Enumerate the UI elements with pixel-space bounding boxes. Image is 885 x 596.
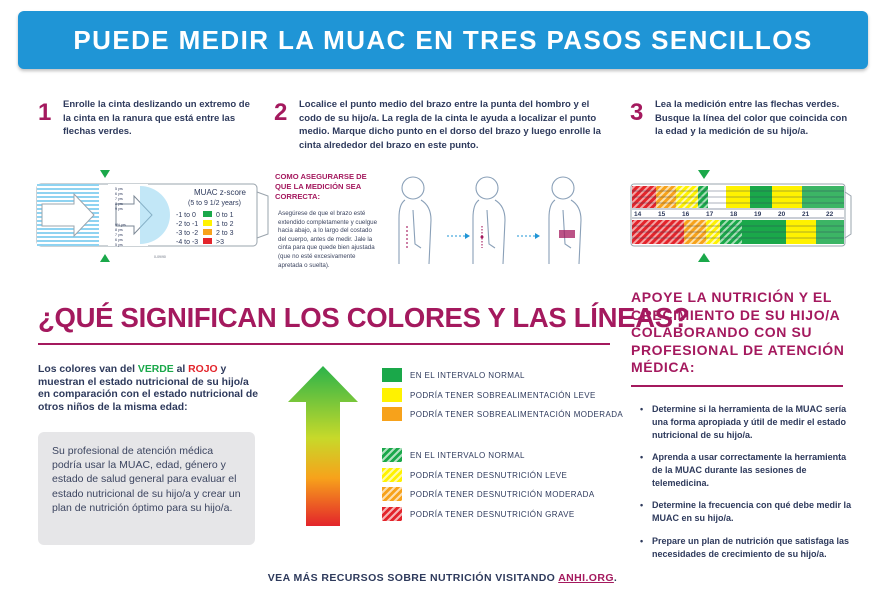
step-2-number: 2 bbox=[274, 99, 288, 126]
legend-swatch bbox=[382, 487, 402, 501]
step-1-text: Enrolle la cinta deslizando un extremo de la cinta en la ranura que está entre las flechas verdes. bbox=[63, 99, 250, 138]
legend-item bbox=[382, 407, 623, 421]
legend-label: EN EL INTERVALO NORMAL bbox=[410, 370, 525, 380]
legend-label: PODRÍA TENER DESNUTRICIÓN LEVE bbox=[410, 470, 568, 480]
legend-label: EN EL INTERVALO NORMAL bbox=[410, 450, 525, 460]
tape-age-label: 6 yrs bbox=[115, 192, 123, 196]
tape-title: MUAC z-score bbox=[194, 188, 247, 197]
legend-swatch bbox=[382, 407, 402, 421]
tape-number: 18 bbox=[730, 211, 738, 218]
legend-swatch bbox=[382, 448, 402, 462]
section-divider bbox=[38, 343, 610, 345]
footer-text: VEA MÁS RECURSOS SOBRE NUTRICIÓN VISITANDO bbox=[267, 572, 559, 584]
body-silhouettes-graphic bbox=[385, 168, 605, 268]
footer-tail: . bbox=[613, 572, 618, 584]
tape-score-label: -1 to 0 bbox=[176, 212, 196, 219]
howto-text: Asegúrese de que el brazo esté extendido completamente y cuelgue hacia abajo, a lo largo del costado del cuerpo, antes de medir. Jale la cinta para que quede bien ajustada (que no esté excesivamente apretada o suelta). bbox=[278, 210, 378, 269]
muac-tape-graphic bbox=[36, 168, 272, 264]
tape-number: 20 bbox=[778, 211, 786, 218]
legend-swatch bbox=[382, 468, 402, 482]
support-title: APOYE LA NUTRICIÓN Y EL CRECIMIENTO DE SU HIJO/A COLABORANDO CON SU PROFESIONAL DE ATENCIÓN MÉDICA: bbox=[631, 289, 845, 375]
provider-note-text: Su profesional de atención médica podría usar la MUAC, edad, género y estado de salud general para evaluar el estado nutricional de su hijo/a y crear un plan de nutrición óptimo para su hijo/a. bbox=[52, 445, 241, 514]
tape-score-label: >3 bbox=[216, 239, 224, 246]
colors-intro bbox=[38, 364, 260, 414]
howto-title: COMO ASEGURARSE DE QUE LA MEDICIÓN SEA CORRECTA: bbox=[275, 172, 367, 201]
legend-label: PODRÍA TENER SOBREALIMENTACIÓN MODERADA bbox=[410, 409, 624, 419]
colors-section-title: ¿QUÉ SIGNIFICAN LOS COLORES Y LAS LÍNEAS? bbox=[38, 302, 690, 333]
tape-number: 14 bbox=[634, 211, 642, 218]
intro-red-word: ROJO bbox=[188, 364, 218, 375]
support-bullet: • Determine la frecuencia con qué debe medir la MUAC en su hijo/a. bbox=[640, 499, 855, 525]
intro-green-word: VERDE bbox=[137, 364, 174, 375]
tape-score-label: -2 to -1 bbox=[176, 221, 199, 228]
support-bullet: • Determine si la herramienta de la MUAC sería una forma apropiada y útil de medir el estado nutricional de su hijo/a. bbox=[640, 403, 855, 442]
tape-age-label: 7 yrs bbox=[115, 197, 123, 201]
tape-reading-illustration bbox=[630, 168, 852, 264]
step-3-text: Lea la medición entre las flechas verdes. Busque la línea del color que coincida con la edad y la medición de su hijo/a. bbox=[655, 99, 848, 138]
tape-number: 22 bbox=[826, 211, 834, 218]
page-title: PUEDE MEDIR LA MUAC EN TRES PASOS SENCILLOS bbox=[73, 25, 813, 55]
tape-number: 16 bbox=[682, 211, 690, 218]
muac-tape-illustration bbox=[36, 168, 272, 264]
support-divider bbox=[631, 385, 843, 387]
tape-age-label: 6 yrs bbox=[115, 238, 123, 242]
tape-number: 17 bbox=[706, 211, 714, 218]
legend-item bbox=[382, 388, 596, 402]
footer bbox=[0, 572, 885, 584]
tape-score-label: -4 to -3 bbox=[176, 239, 199, 246]
legend-swatch bbox=[382, 368, 402, 382]
tape-age-label: 9½ yrs bbox=[115, 223, 126, 227]
support-bullet: • Prepare un plan de nutrición que satisfaga las necesidades de crecimiento de su hijo/a. bbox=[640, 535, 855, 561]
step-2-text: Localice el punto medio del brazo entre la punta del hombro y el codo de su hijo/a. La regla de la cinta le ayuda a localizar el punto medio. Marque dicho punto en el dorso del brazo y luego enrolle la cinta alrededor del brazo en este punto. bbox=[299, 99, 601, 151]
legend-item bbox=[382, 507, 575, 521]
intro-text: Los colores van del bbox=[38, 364, 138, 375]
page-title-banner bbox=[18, 11, 868, 69]
support-bullet: • Aprenda a usar correctamente la herramienta de la MUAC durante las sesiones de telemedicina. bbox=[640, 451, 855, 490]
tape-reading-graphic bbox=[630, 168, 852, 264]
tape-score-label: 2 to 3 bbox=[216, 230, 234, 237]
arm-measurement-illustration bbox=[385, 168, 605, 268]
legend-item bbox=[382, 448, 525, 462]
legend-swatch bbox=[382, 507, 402, 521]
intro-text: y muestran el estado nutricional de su hijo/a en comparación con el estado nutricional de otros niños de la misma edad: bbox=[38, 364, 258, 413]
intro-text: al bbox=[173, 364, 189, 375]
tape-age-label: 8 yrs bbox=[115, 228, 123, 232]
tape-age-label: 8 yrs bbox=[115, 202, 123, 206]
tape-age-label: 7 yrs bbox=[115, 233, 123, 237]
tape-score-label: 0 to 1 bbox=[216, 212, 234, 219]
legend-swatch bbox=[382, 388, 402, 402]
tape-number: 19 bbox=[754, 211, 762, 218]
step-3-number: 3 bbox=[630, 99, 644, 126]
gradient-arrow bbox=[288, 366, 358, 526]
tape-number: 21 bbox=[802, 211, 810, 218]
legend-item bbox=[382, 368, 525, 382]
step-1-number: 1 bbox=[38, 99, 52, 126]
legend-item bbox=[382, 487, 595, 501]
tape-age-label: 5 yrs bbox=[115, 187, 123, 191]
legend-label: PODRÍA TENER DESNUTRICIÓN GRAVE bbox=[410, 509, 575, 519]
provider-note-box bbox=[38, 432, 255, 545]
tape-score-label: 1 to 2 bbox=[216, 221, 234, 228]
legend-label: PODRÍA TENER SOBREALIMENTACIÓN LEVE bbox=[410, 390, 596, 400]
tape-age-label: 5 yrs bbox=[115, 243, 123, 247]
tape-age-label: 9 yrs bbox=[115, 207, 123, 211]
tape-subtitle: (5 to 9 1/2 years) bbox=[188, 200, 241, 207]
tape-number: 15 bbox=[658, 211, 666, 218]
legend-item bbox=[382, 468, 567, 482]
green-to-red-arrow-icon bbox=[288, 366, 358, 526]
tape-code: 0-09/90 bbox=[154, 255, 166, 259]
anhi-link[interactable]: ANHI.ORG bbox=[558, 572, 614, 584]
legend-label: PODRÍA TENER DESNUTRICIÓN MODERADA bbox=[410, 489, 595, 499]
tape-score-label: -3 to -2 bbox=[176, 230, 199, 237]
